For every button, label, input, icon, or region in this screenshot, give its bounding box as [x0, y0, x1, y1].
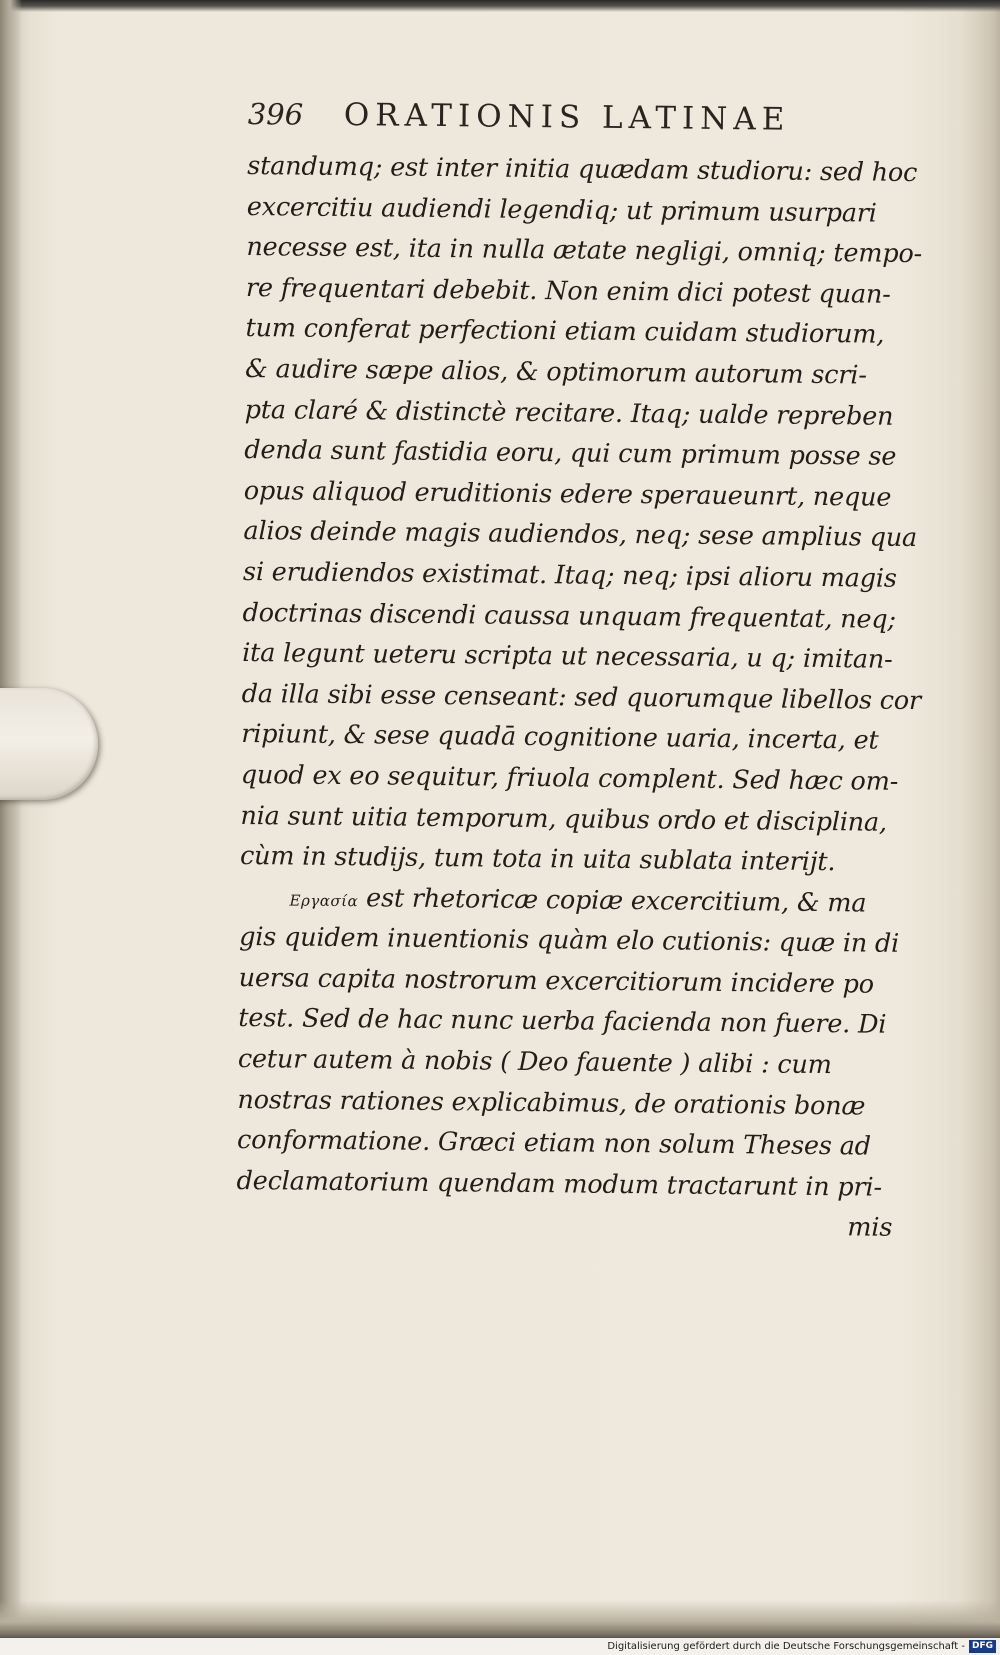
catchword: mis	[847, 1212, 893, 1244]
funding-credit: Digitalisierung gefördert durch die Deutsche Forschungsgemeinschaft -	[607, 1641, 965, 1652]
digitization-footer	[0, 1638, 1000, 1655]
text-line: nostras rationes explicabimus, de orationis bonæ	[237, 1084, 866, 1122]
text-line: nia sunt uitia temporum, quibus ordo et disciplina,	[240, 800, 888, 838]
text-line: re frequentari debebit. Non enim dici potest quan-	[245, 272, 891, 310]
page-top-edge	[0, 0, 1000, 12]
catchword-line	[236, 1201, 916, 1249]
page-number: 396	[247, 96, 304, 132]
text-line: ripiunt, & sese quadā cognitione uaria, incerta, et	[241, 719, 879, 756]
dfg-logo: DFG	[969, 1640, 996, 1653]
text-line: da illa sibi esse censeant: sed quorumque libellos cor	[241, 678, 922, 716]
running-head: ORATIONIS LATINAE	[343, 97, 791, 138]
text-line: si erudiendos existimat. Itaq; neq; ipsi alioru magis	[242, 556, 897, 594]
text-line: tum conferat perfectioni etiam cuidam studiorum,	[245, 313, 885, 351]
text-line: quod ex eo sequitur, friuola complent. Sed hæc om-	[240, 759, 899, 797]
text-line: alios deinde magis audiendos, neq; sese amplius qua	[243, 516, 918, 554]
text-line: uersa capita nostrorum excercitiorum incidere po	[238, 962, 875, 1000]
page-gutter-edge	[0, 0, 22, 1655]
text-line: & audire sæpe alios, & optimorum autorum scri-	[244, 353, 867, 391]
text-line: cetur autem à nobis ( Deo fauente ) alibi : cum	[237, 1044, 832, 1081]
text-line: necesse est, ita in nulla ætate negligi, omniq; tempo-	[246, 232, 923, 270]
text-line: doctrinas discendi caussa unquam frequentat, neq;	[242, 597, 897, 635]
text-line: opus aliquod eruditionis edere speraueunrt, neque	[243, 475, 892, 513]
text-line: excercitiu audiendi legendiq; ut primum usurpari	[246, 191, 877, 229]
text-line: ita legunt ueteru scripta ut necessaria, u q; imitan-	[242, 638, 893, 675]
page-bottom-edge	[0, 1600, 1000, 1640]
body-text	[236, 146, 927, 1249]
text-line: pta claré & distinctè recitare. Itaq; ualde repreben	[244, 394, 894, 432]
text-line: standumq; est inter initia quædam studioru: sed hoc	[247, 150, 918, 189]
text-line: conformatione. Græci etiam non solum Theses ad	[236, 1125, 871, 1162]
greek-term: Εργασία	[289, 891, 359, 910]
text-line: denda sunt fastidia eoru, qui cum primum posse se	[244, 435, 897, 472]
text-line-rest: est rhetoricæ copiæ excercitium, & ma	[365, 882, 867, 919]
paragraph-start-line	[239, 877, 919, 925]
text-line: cùm in studijs, tum tota in uita sublata interijt.	[239, 841, 836, 878]
text-line: declamatorium quendam modum tractarunt in pri-	[236, 1165, 883, 1203]
bookmark-ribbon	[0, 688, 98, 800]
text-line: gis quidem inuentionis quàm elo cutionis: quæ in di	[239, 922, 900, 960]
page-header	[247, 96, 927, 153]
printed-text-block	[236, 96, 928, 1249]
text-line: test. Sed de hac nunc uerba facienda non fuere. Di	[238, 1003, 887, 1041]
